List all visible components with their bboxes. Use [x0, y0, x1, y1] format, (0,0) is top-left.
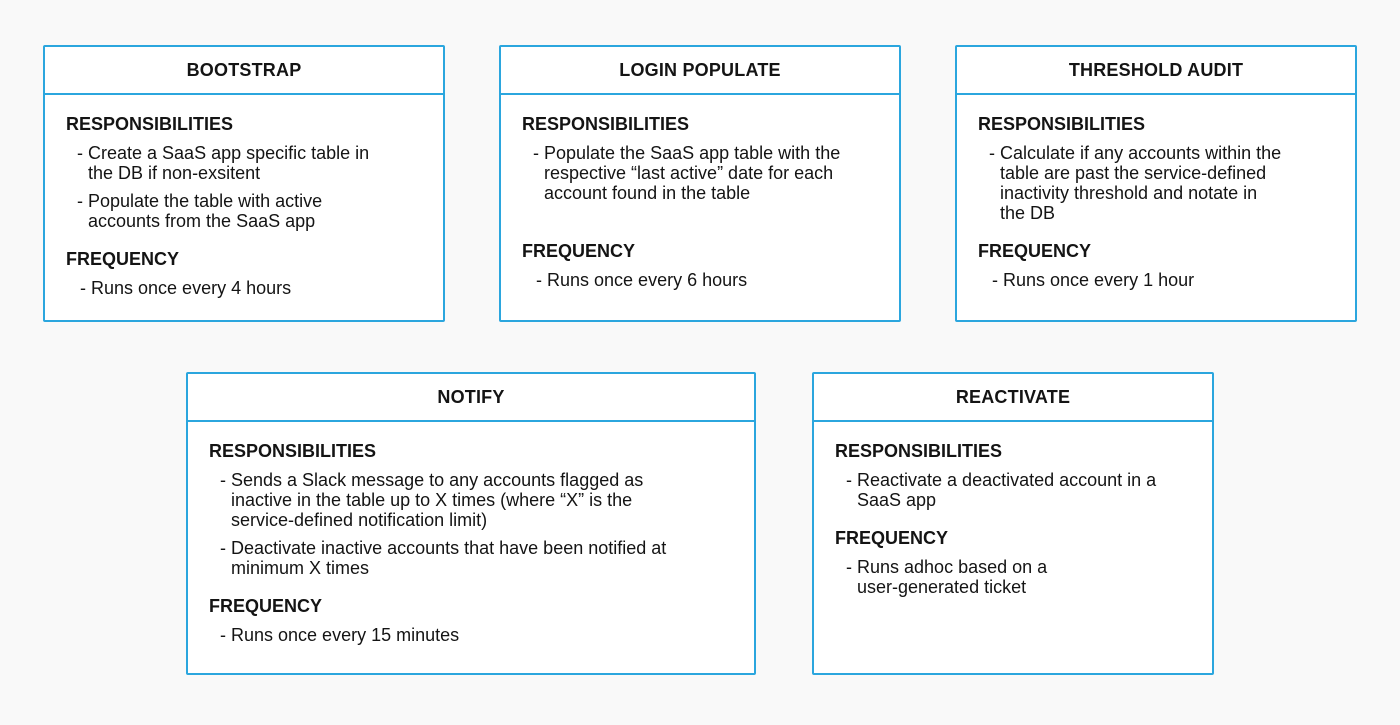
responsibilities-heading: RESPONSIBILITIES	[835, 441, 1003, 461]
dash-bullet: -	[533, 143, 539, 163]
dash-bullet: -	[220, 470, 226, 490]
card-title: REACTIVATE	[814, 374, 1212, 422]
responsibility-text: Create a SaaS app specific table in the DB if non-exsitent	[88, 143, 370, 183]
responsibility-item	[77, 191, 423, 231]
frequency-text: Runs once every 1 hour	[1003, 270, 1195, 290]
dash-bullet: -	[220, 625, 226, 645]
frequency-text: Runs adhoc based on a user-generated ticket	[857, 557, 1048, 597]
card-title: THRESHOLD AUDIT	[957, 47, 1355, 95]
responsibility-item	[846, 470, 1192, 510]
frequency-heading: FREQUENCY	[835, 528, 949, 548]
card-bootstrap	[43, 45, 445, 322]
frequency-item	[80, 278, 423, 298]
responsibility-item	[533, 143, 879, 203]
card-title: NOTIFY	[188, 374, 754, 422]
card-notify	[186, 372, 756, 675]
card-title: LOGIN POPULATE	[501, 47, 899, 95]
card-title: BOOTSTRAP	[45, 47, 443, 95]
frequency-text: Runs once every 4 hours	[91, 278, 292, 298]
dash-bullet: -	[989, 143, 995, 163]
responsibilities-heading: RESPONSIBILITIES	[978, 114, 1146, 134]
responsibility-text: Calculate if any accounts within the table are past the service-defined inactivity threshold and notate in the DB	[1000, 143, 1282, 223]
frequency-heading: FREQUENCY	[66, 249, 180, 269]
responsibility-text: Reactivate a deactivated account in a SaaS app	[857, 470, 1157, 510]
frequency-heading: FREQUENCY	[978, 241, 1092, 261]
frequency-item	[992, 270, 1335, 290]
frequency-heading: FREQUENCY	[522, 241, 636, 261]
dash-bullet: -	[220, 538, 226, 558]
responsibility-text: Populate the SaaS app table with the respective “last active” date for each account found in the table	[544, 143, 841, 203]
responsibility-text: Sends a Slack message to any accounts flagged as inactive in the table up to X times (where “X” is the service-defined notification limit)	[231, 470, 644, 530]
dash-bullet: -	[846, 557, 852, 577]
responsibilities-heading: RESPONSIBILITIES	[209, 441, 377, 461]
frequency-heading: FREQUENCY	[209, 596, 323, 616]
responsibilities-heading: RESPONSIBILITIES	[66, 114, 234, 134]
dash-bullet: -	[846, 470, 852, 490]
responsibility-item	[77, 143, 423, 183]
frequency-text: Runs once every 6 hours	[547, 270, 748, 290]
frequency-item	[536, 270, 879, 290]
card-threshold-audit	[955, 45, 1357, 322]
dash-bullet: -	[536, 270, 542, 290]
card-reactivate	[812, 372, 1214, 675]
responsibility-item	[220, 470, 734, 530]
dash-bullet: -	[77, 143, 83, 163]
frequency-item	[220, 625, 734, 645]
responsibilities-heading: RESPONSIBILITIES	[522, 114, 690, 134]
dash-bullet: -	[80, 278, 86, 298]
frequency-item	[846, 557, 1192, 597]
dash-bullet: -	[992, 270, 998, 290]
responsibility-item	[220, 538, 734, 578]
dash-bullet: -	[77, 191, 83, 211]
responsibility-item	[989, 143, 1335, 223]
card-login-populate	[499, 45, 901, 322]
frequency-text: Runs once every 15 minutes	[231, 625, 460, 645]
responsibility-text: Deactivate inactive accounts that have been notified at minimum X times	[231, 538, 667, 578]
responsibility-text: Populate the table with active accounts from the SaaS app	[88, 191, 323, 231]
